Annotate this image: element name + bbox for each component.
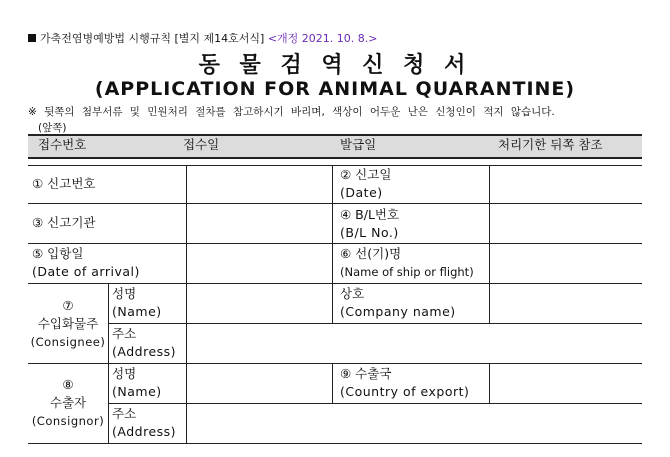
page-side-label: (앞쪽) — [38, 122, 67, 134]
export-country-label: ⑨ 수출국 — [340, 366, 392, 381]
report-date-label: ② 신고일 — [340, 167, 392, 182]
report-agency-input[interactable] — [187, 203, 332, 243]
consignor-label-en: (Consignor) — [31, 414, 105, 428]
ship-name-input[interactable] — [490, 243, 642, 283]
consignor-name-input[interactable] — [187, 363, 332, 403]
report-number-label: ① 신고번호 — [32, 176, 96, 191]
consignee-label-en: (Consignee) — [30, 335, 106, 349]
row-divider — [28, 203, 642, 204]
consignor-number: ⑧ — [62, 377, 74, 392]
row-divider — [28, 243, 642, 244]
row-divider — [108, 323, 642, 324]
column-divider — [489, 283, 490, 323]
issue-date-header: 발급일 — [330, 135, 488, 157]
form-reference — [28, 30, 378, 46]
consignee-address-label: 주소 — [112, 326, 137, 341]
bl-number-label-en: (B/L No.) — [340, 225, 399, 240]
black-square-icon — [28, 34, 36, 42]
row-divider — [28, 283, 642, 284]
column-divider — [489, 363, 490, 403]
consignor-name-label-en: (Name) — [112, 384, 162, 399]
report-date-label-en: (Date) — [340, 185, 383, 200]
consignor-address-input[interactable] — [187, 403, 642, 443]
row-divider — [28, 363, 642, 364]
form-notice: ※ 뒷쪽의 첨부서류 및 민원처리 절차를 참고하시기 바리며, 색상이 어두운 난은 신청인이 적지 않습니다. — [28, 106, 555, 118]
arrival-date-input[interactable] — [187, 243, 332, 283]
bl-number-label: ④ B/L번호 — [340, 207, 400, 222]
consignor-address-label: 주소 — [112, 406, 137, 421]
consignee-name-label: 성명 — [112, 286, 137, 301]
consignor-label: 수출자 — [49, 395, 87, 410]
export-country-label-en: (Country of export) — [340, 384, 470, 399]
ship-name-label-en: (Name of ship or flight) — [340, 265, 474, 279]
consignee-name-label-en: (Name) — [112, 304, 162, 319]
report-date-input[interactable] — [490, 166, 642, 203]
column-divider — [332, 363, 333, 403]
header-bottom-border — [28, 157, 642, 159]
law-reference: 가축전염병예방법 시행규칙 [별지 제14호서식] — [40, 32, 265, 45]
consignee-number: ⑦ — [62, 298, 74, 313]
arrival-date-label-en: (Date of arrival) — [32, 264, 140, 279]
column-divider — [108, 283, 109, 443]
revision-date: <개정 2021. 10. 8.> — [267, 32, 378, 45]
arrival-date-label: ⑤ 입항일 — [32, 246, 84, 261]
table-top-border — [28, 134, 642, 136]
receipt-number-header: 접수번호 — [28, 135, 173, 157]
table-bottom-border — [28, 443, 642, 444]
column-divider — [186, 166, 187, 443]
form-title-korean: 동 물 검 역 신 청 서 — [198, 53, 472, 78]
company-name-input[interactable] — [490, 283, 642, 323]
consignor-name-label: 성명 — [112, 366, 137, 381]
column-divider — [332, 166, 333, 283]
consignee-address-input[interactable] — [187, 323, 642, 363]
column-divider — [332, 283, 333, 323]
row-divider — [108, 403, 642, 404]
ship-name-label: ⑥ 선(기)명 — [340, 246, 402, 261]
bl-number-input[interactable] — [490, 203, 642, 243]
consignor-address-label-en: (Address) — [112, 424, 177, 439]
column-divider — [489, 166, 490, 283]
report-agency-label: ③ 신고기관 — [32, 215, 96, 230]
report-number-input[interactable] — [187, 166, 332, 203]
consignee-label: 수입화물주 — [37, 316, 99, 331]
processing-period-header: 처리기한 뒤쪽 참조 — [488, 135, 642, 157]
export-country-input[interactable] — [490, 363, 642, 403]
form-title-english: (APPLICATION FOR ANIMAL QUARANTINE) — [94, 78, 576, 100]
consignee-name-input[interactable] — [187, 283, 332, 323]
consignee-address-label-en: (Address) — [112, 344, 177, 359]
company-name-label-en: (Company name) — [340, 304, 456, 319]
receipt-date-header: 접수일 — [173, 135, 330, 157]
section-top-border — [28, 165, 642, 166]
company-name-label: 상호 — [340, 286, 365, 301]
